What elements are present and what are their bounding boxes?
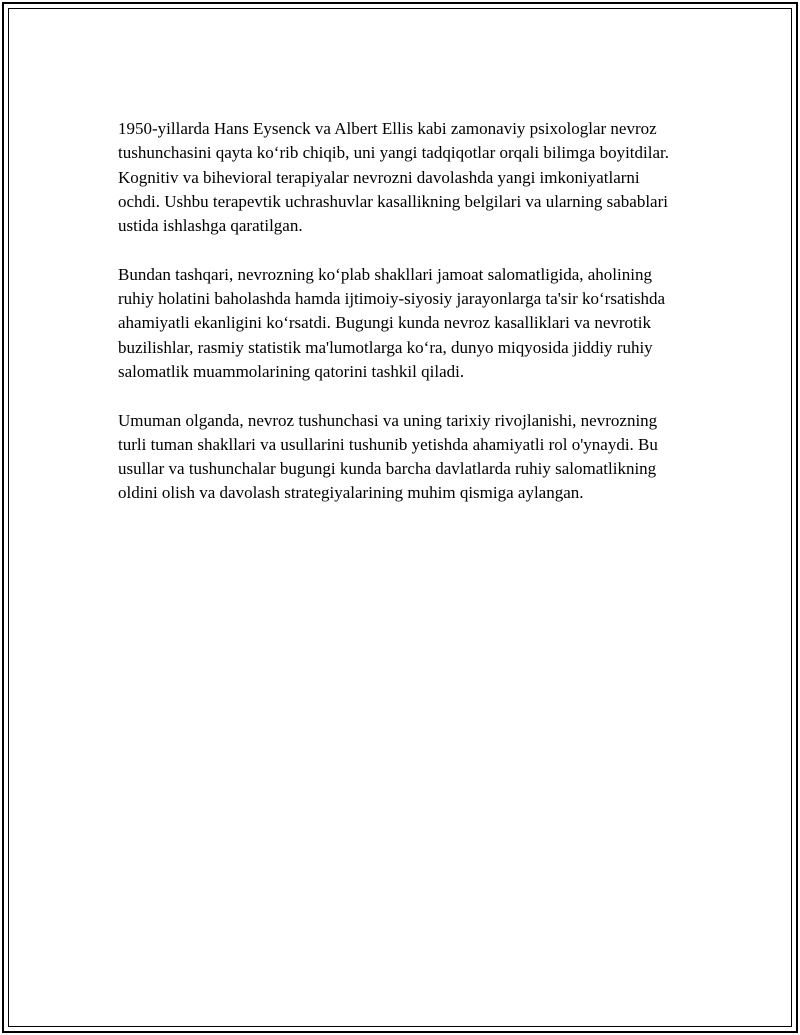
paragraph-3: Umuman olganda, nevroz tushunchasi va uning tarixiy rivojlanishi, nevrozning turli tuman shakllari va usullarini tushunib yetishda ahamiyatli rol o'ynaydi. Bu usullar va tushunchalar bugungi kunda barcha davlatlarda ruhiy salomatlikning oldini olish va davolash strategiyalarining muhim qismiga aylangan. <box>118 410 658 503</box>
document-body <box>118 117 678 530</box>
paragraph-2: Bundan tashqari, nevrozning koʻplab shakllari jamoat salomatligida, aholining ruhiy holatini baholashda hamda ijtimoiy-siyosiy jarayonlarga ta'sir koʻrsatishda ahamiyatli ekanligini koʻrsatdi. Bugungi kunda nevroz kasalliklari va nevrotik buzilishlar, rasmiy statistik ma'lumotlarga koʻra, dunyo miqyosida jiddiy ruhiy salomatlik muammolarining qatorini tashkil qiladi. <box>118 264 666 381</box>
paragraph-1: 1950-yillarda Hans Eysenck va Albert Ellis kabi zamonaviy psixologlar nevroz tushunchasini qayta koʻrib chiqib, uni yangi tadqiqotlar orqali bilimga boyitdilar. Kognitiv va bihevioral terapiyalar nevrozni davolashda yangi imkoniyatlarni ochdi. Ushbu terapevtik uchrashuvlar kasallikning belgilari va ularning sabablari ustida ishlashga qaratilgan. <box>118 119 669 236</box>
